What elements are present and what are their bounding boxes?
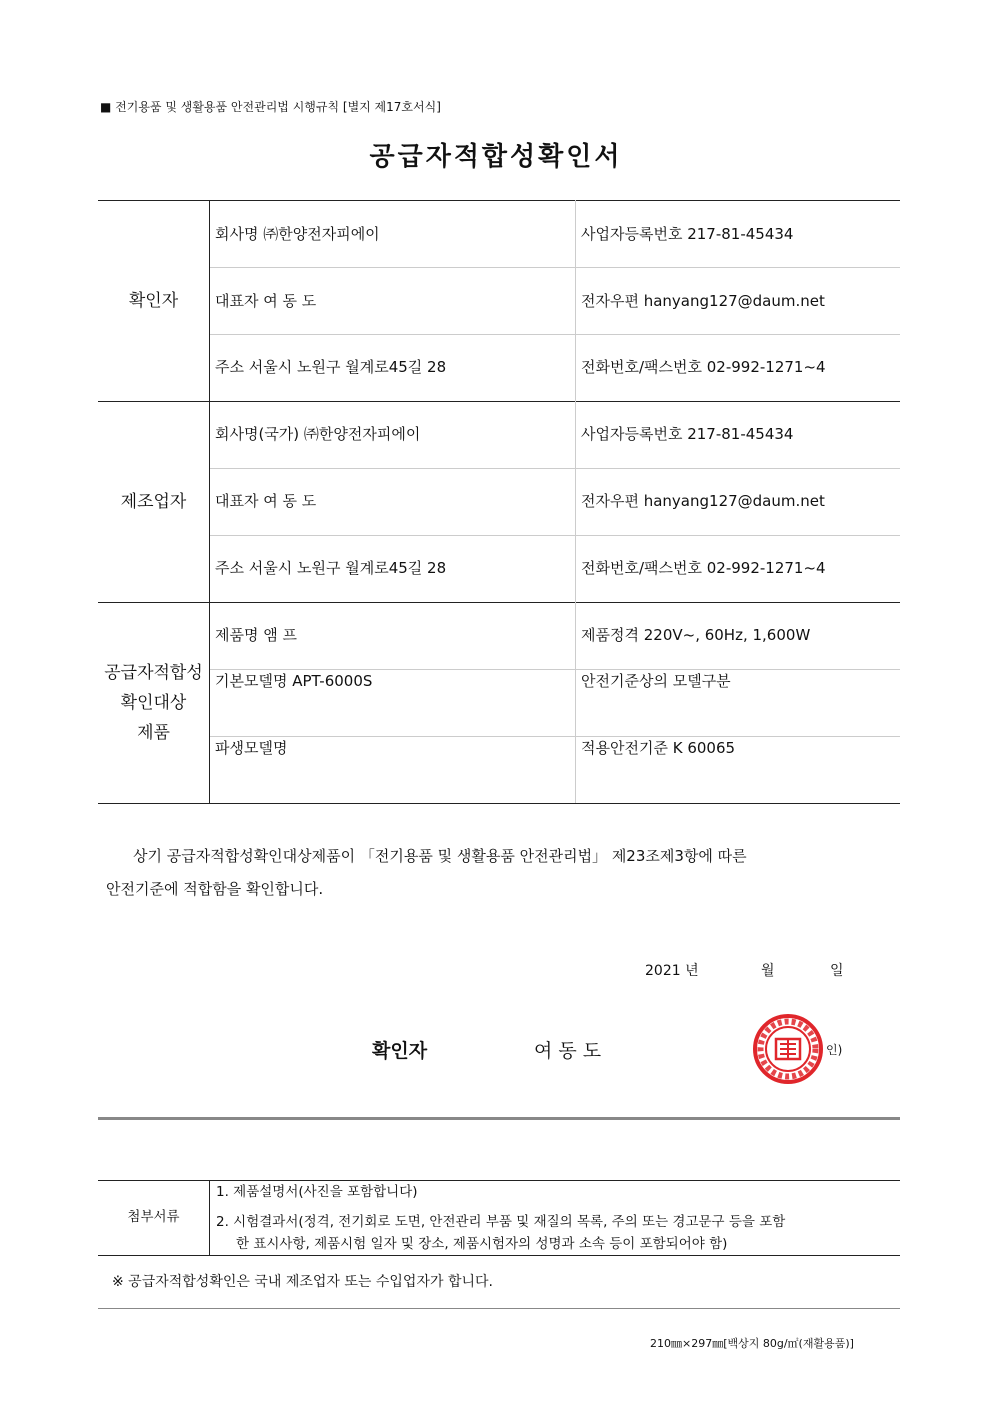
applied-safety-standard: 적용안전기준 K 60065 xyxy=(581,739,736,757)
seal-mark: 인) xyxy=(826,1043,843,1057)
date-year: 2021 년 xyxy=(645,963,699,979)
row-divider xyxy=(210,736,900,737)
statement-line-1: 상기 공급자적합성확인대상제품이 「전기용품 및 생활용품 안전관리법」 제23조제3항에 따른 xyxy=(133,847,747,865)
table-top-rule xyxy=(98,200,900,201)
confirmer-business-reg-no: 사업자등록번호 217-81-45434 xyxy=(581,225,794,243)
form-reference: ■ 전기용품 및 생활용품 안전관리법 시행규칙 [별지 제17호서식] xyxy=(100,100,441,114)
note: ※ 공급자적합성확인은 국내 제조업자 또는 수입업자가 합니다. xyxy=(112,1274,493,1290)
date-day: 일 xyxy=(830,963,844,979)
attachments-top-rule xyxy=(98,1180,900,1181)
attachment-item-2-continued: 한 표시사항, 제품시험 일자 및 장소, 제품시험자의 성명과 소속 등이 포함되어야 함) xyxy=(236,1236,728,1252)
product-section-label-line: 확인대상 xyxy=(120,693,187,713)
section-divider xyxy=(98,401,900,402)
attachment-item-1: 1. 제품설명서(사진을 포함합니다) xyxy=(216,1184,418,1200)
manufacturer-company-name: 회사명(국가) ㈜한양전자피에이 xyxy=(215,425,421,443)
confirmer-company-name: 회사명 ㈜한양전자피에이 xyxy=(215,225,380,243)
confirmer-address: 주소 서울시 노원구 월계로45길 28 xyxy=(215,358,447,376)
document-title: 공급자적합성확인서 xyxy=(369,142,623,172)
confirmer-email: 전자우편 hanyang127@daum.net xyxy=(581,292,825,310)
signer-label: 확인자 xyxy=(372,1040,428,1062)
signer-name: 여 동 도 xyxy=(534,1040,602,1062)
product-section-label-line: 공급자적합성 xyxy=(104,663,203,683)
footer-rule xyxy=(98,1308,900,1309)
row-divider xyxy=(210,267,900,268)
attachment-item-2: 2. 시험결과서(정격, 전기회로 도면, 안전관리 부품 및 재질의 목록, 주의 또는 경고문구 등을 포함 xyxy=(216,1214,786,1230)
table-bottom-rule xyxy=(98,803,900,804)
attachments-label: 첨부서류 xyxy=(127,1209,180,1225)
product-rating: 제품정격 220V~, 60Hz, 1,600W xyxy=(581,626,811,644)
confirmer-phone-fax: 전화번호/팩스번호 02-992-1271~4 xyxy=(581,358,826,376)
row-divider xyxy=(210,669,900,670)
attachments-bottom-rule xyxy=(98,1255,900,1256)
manufacturer-representative: 대표자 여 동 도 xyxy=(215,492,317,510)
manufacturer-address: 주소 서울시 노원구 월계로45길 28 xyxy=(215,559,447,577)
model-classification: 안전기준상의 모델구분 xyxy=(581,672,731,690)
date-month: 월 xyxy=(761,963,775,979)
product-name: 제품명 앰 프 xyxy=(215,626,297,644)
row-divider xyxy=(210,468,900,469)
manufacturer-phone-fax: 전화번호/팩스번호 02-992-1271~4 xyxy=(581,559,826,577)
double-rule-separator xyxy=(98,1117,900,1120)
value-column-divider xyxy=(575,200,576,803)
product-section-label xyxy=(98,658,209,748)
confirmer-representative: 대표자 여 동 도 xyxy=(215,292,317,310)
seal-center-glyph xyxy=(780,1040,796,1058)
manufacturer-section-label: 제조업자 xyxy=(120,492,187,512)
section-column-divider xyxy=(209,200,210,803)
confirmer-section-label: 확인자 xyxy=(128,291,179,311)
section-divider xyxy=(98,602,900,603)
manufacturer-business-reg-no: 사업자등록번호 217-81-45434 xyxy=(581,425,794,443)
statement-line-2: 안전기준에 적합함을 확인합니다. xyxy=(106,880,324,898)
manufacturer-email: 전자우편 hanyang127@daum.net xyxy=(581,492,825,510)
company-seal-stamp xyxy=(752,1013,824,1085)
row-divider xyxy=(210,334,900,335)
product-section-label-line: 제품 xyxy=(137,723,170,743)
derived-model-name: 파생모델명 xyxy=(215,739,288,757)
paper-spec: 210㎜×297㎜[백상지 80g/㎡(재활용품)] xyxy=(650,1337,854,1350)
row-divider xyxy=(210,535,900,536)
attachments-column-divider xyxy=(209,1180,210,1255)
base-model-name: 기본모델명 APT-6000S xyxy=(215,672,373,690)
